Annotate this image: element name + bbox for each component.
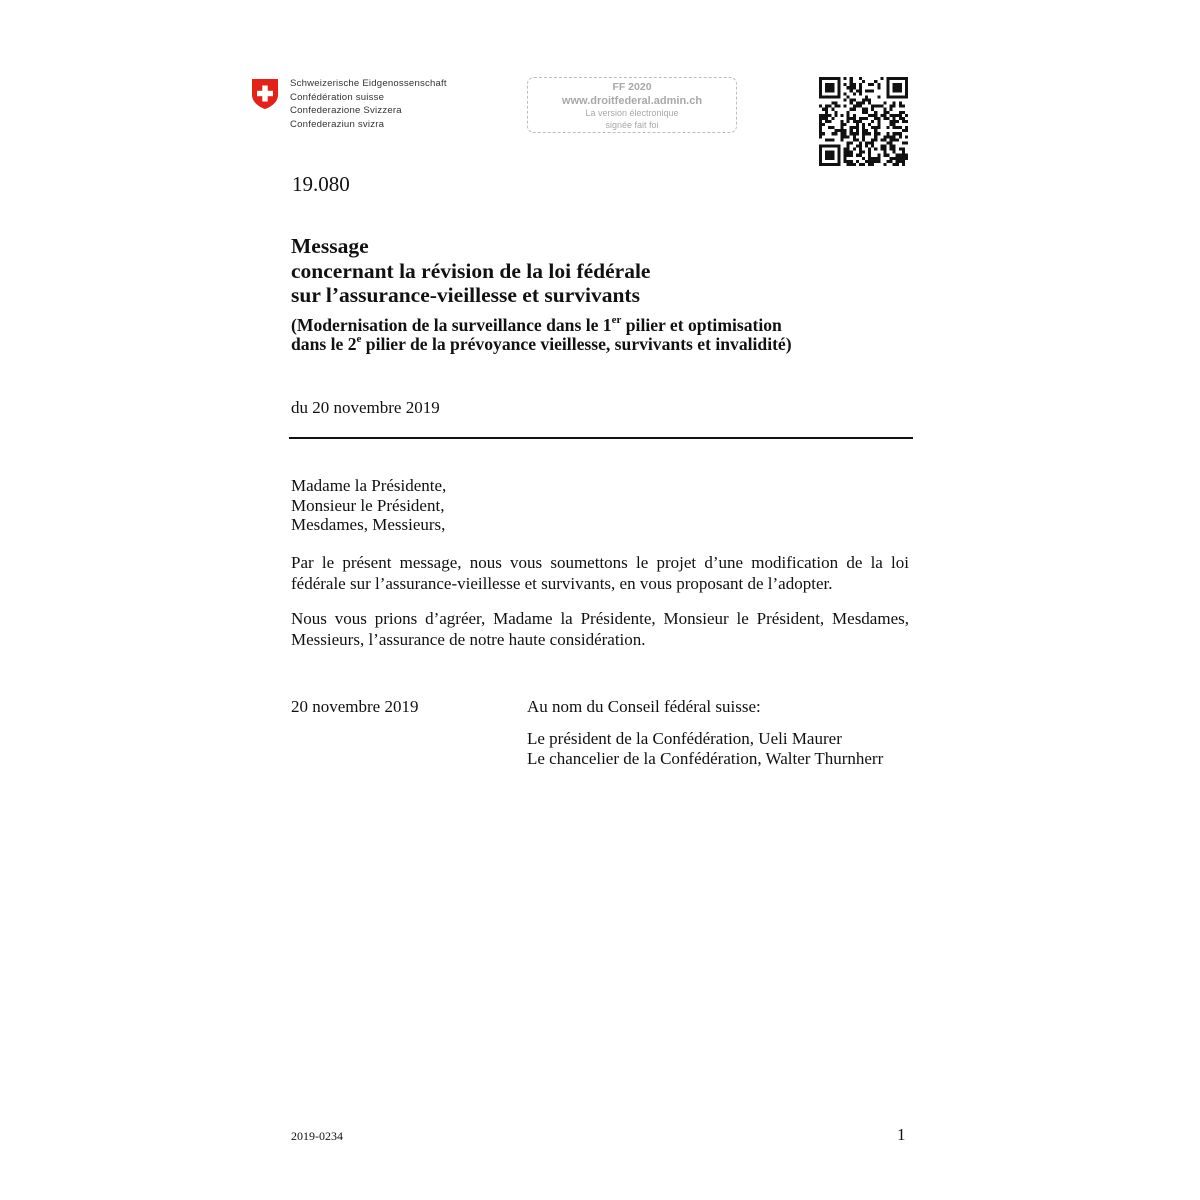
logo-line-rm: Confederaziun svizra (290, 118, 385, 130)
document-number: 19.080 (292, 172, 350, 196)
swiss-shield-icon (251, 78, 279, 110)
title-line-3: sur l’assurance-vieillesse et survivants (291, 283, 640, 307)
subtitle-text: (Modernisation de la surveillance dans le 1 (291, 315, 612, 335)
stamp-note-2: signée fait foi (605, 119, 659, 130)
signature-block (527, 697, 883, 769)
superscript: er (611, 314, 622, 327)
page-number: 1 (897, 1125, 906, 1144)
president-line: Le président de la Confédération, Ueli Maurer (527, 729, 842, 748)
salutation-line: Mesdames, Messieurs, (291, 515, 446, 534)
title-line-2: concernant la révision de la loi fédérale (291, 258, 651, 283)
subtitle-text: pilier de la prévoyance vieillesse, survivants et invalidité) (361, 334, 792, 354)
stamp-note-1: La version électronique (585, 108, 679, 118)
logo-line-fr: Confédération suisse (290, 91, 385, 103)
federal-logo-text (290, 77, 447, 131)
document-code: 2019-0234 (291, 1129, 343, 1143)
message-date: du 20 novembre 2019 (291, 398, 440, 417)
page-title (291, 234, 650, 308)
subtitle-text: pilier et optimisation (621, 315, 782, 335)
stamp-ff: FF 2020 (612, 81, 652, 93)
subtitle-text: dans le 2 (291, 334, 357, 354)
salutation-line: Monsieur le Président, (291, 495, 445, 515)
signature-date: 20 novembre 2019 (291, 697, 419, 716)
electronic-version-stamp (527, 77, 737, 133)
body-paragraph-1: Par le présent message, nous vous soumettons le projet d’une modification de la loi fédérale sur l’assurance-vieillesse et survivants, en vous proposant de l’adopter. (291, 553, 909, 593)
body-paragraph-2: Nous vous prions d’agréer, Madame la Présidente, Monsieur le Président, Mesdames, Messieurs, l’assurance de notre haute considération. (291, 609, 909, 649)
superscript: e (356, 333, 362, 346)
title-line-1: Message (291, 234, 369, 258)
logo-line-de: Schweizerische Eidgenossenschaft (290, 78, 447, 89)
salutation (291, 476, 446, 535)
subtitle-line-2 (291, 335, 792, 354)
chancellor-line: Le chancelier de la Confédération, Walter Thurnherr (527, 749, 884, 768)
on-behalf-line: Au nom du Conseil fédéral suisse: (527, 697, 761, 716)
subtitle-line-1 (291, 316, 792, 335)
subtitle (291, 316, 792, 354)
qr-code-icon (819, 77, 908, 166)
salutation-line: Madame la Présidente, (291, 476, 447, 495)
logo-line-it: Confederazione Svizzera (290, 105, 402, 116)
divider (289, 437, 913, 439)
stamp-url: www.droitfederal.admin.ch (561, 95, 703, 107)
